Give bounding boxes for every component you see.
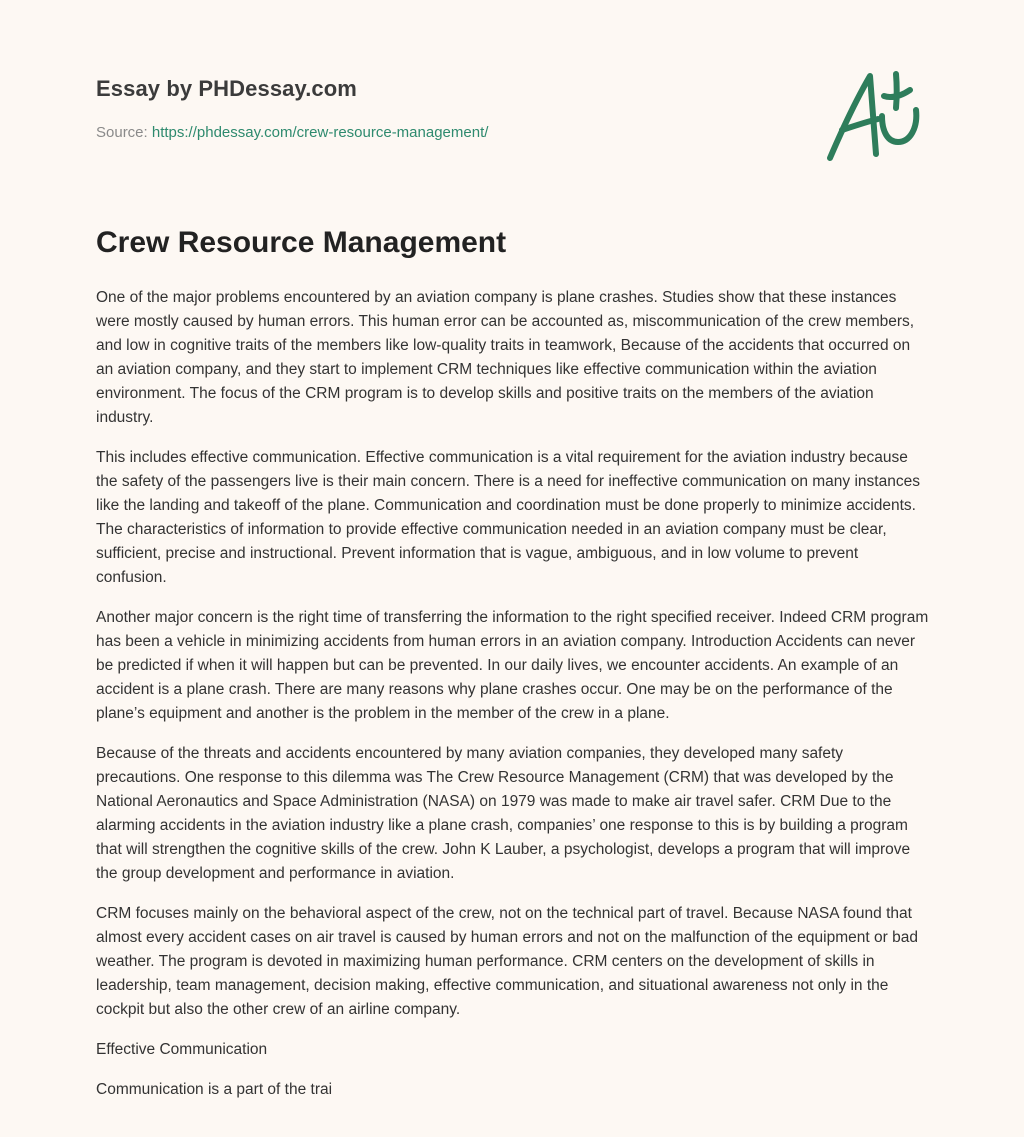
essay-body — [96, 286, 930, 1118]
a-plus-grade-icon — [820, 68, 930, 166]
source-line — [96, 124, 488, 141]
essay-title: Crew Resource Management — [96, 226, 507, 259]
source-label: Source: — [96, 124, 148, 141]
essay-paragraph: Another major concern is the right time of transferring the information to the right specified receiver. Indeed CRM program has been a vehicle in minimizing accidents from human errors in an aviation company. Introduction Accidents can never be predicted if when it will happen but can be prevented. In our daily lives, we encounter accidents. An example of an accident is a plane crash. There are many reasons why plane crashes occur. One may be on the performance of the plane’s equipment and another is the problem in the member of the crew in a plane. — [96, 609, 929, 722]
site-brand: Essay by PHDessay.com — [96, 76, 357, 101]
essay-paragraph-truncated: Communication is a part of the trai — [96, 1081, 333, 1098]
essay-paragraph: This includes effective communication. Effective communication is a vital requirement for the aviation industry because the safety of the passengers live is their main concern. There is a need for ineffective communication on many instances like the landing and takeoff of the plane. Communication and coordination must be done properly to minimize accidents. The characteristics of information to provide effective communication needed in an aviation company must be clear, sufficient, precise and instructional. Prevent information that is vague, ambiguous, and in low volume to prevent confusion. — [96, 449, 920, 586]
essay-paragraph: CRM focuses mainly on the behavioral aspect of the crew, not on the technical part of travel. Because NASA found that almost every accident cases on air travel is caused by human errors and not on the malfunction of the equipment or bad weather. The program is devoted in maximizing human performance. CRM centers on the development of skills in leadership, team management, decision making, effective communication, and situational awareness not only in the cockpit but also the other crew of an airline company. — [96, 905, 918, 1018]
essay-paragraph: One of the major problems encountered by an aviation company is plane crashes. Studies show that these instances were mostly caused by human errors. This human error can be accounted as, miscommunication of the crew members, and low in cognitive traits of the members like low-quality traits in teamwork, Because of the accidents that occurred on an aviation company, and they start to implement CRM techniques like effective communication within the aviation environment. The focus of the CRM program is to develop skills and positive traits on the members of the aviation industry. — [96, 289, 915, 426]
essay-paragraph: Because of the threats and accidents encountered by many aviation companies, they developed many safety precautions. One response to this dilemma was The Crew Resource Management (CRM) that was developed by the National Aeronautics and Space Administration (NASA) on 1979 was made to make air travel safer. CRM Due to the alarming accidents in the aviation industry like a plane crash, companies’ one response to this is by building a program that will strengthen the cognitive skills of the crew. John K Lauber, a psychologist, develops a program that will improve the group development and performance in aviation. — [96, 745, 911, 882]
source-link[interactable]: https://phdessay.com/crew-resource-management/ — [151, 124, 489, 141]
section-heading: Effective Communication — [96, 1041, 268, 1058]
